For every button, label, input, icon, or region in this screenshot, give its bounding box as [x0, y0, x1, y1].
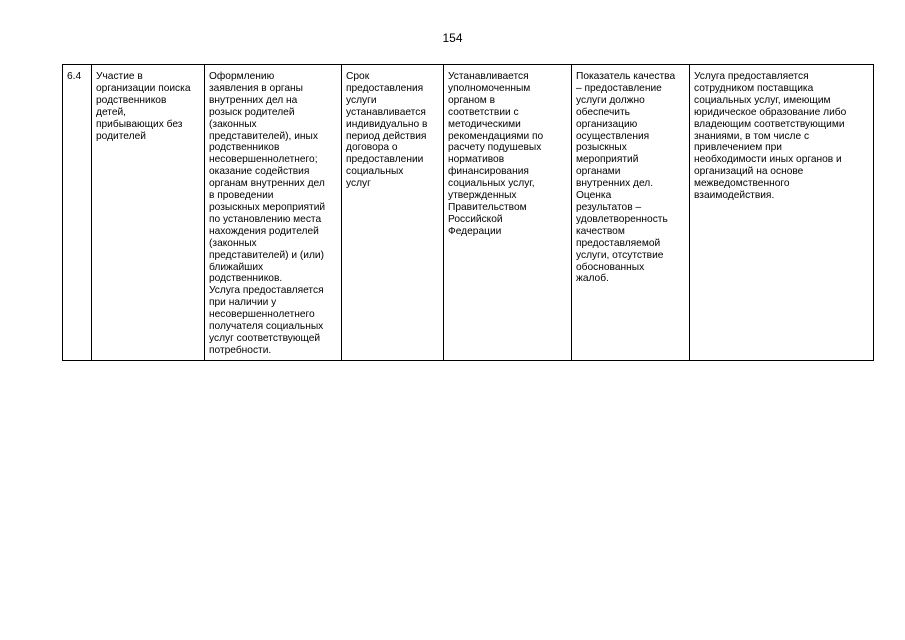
page-number: 154 [442, 31, 463, 45]
cell-text-line: обеспечить [576, 106, 630, 118]
cell-text-line: Оценка [576, 190, 612, 202]
cell-text-line: социальных [346, 166, 404, 178]
cell-text-line: оказание содействия [209, 166, 310, 178]
cell-text-line: Федерации [448, 225, 502, 237]
cell-text-line: внутренних дел на [209, 94, 298, 106]
cell-text-line: Устанавливается [448, 71, 529, 82]
cell-text-line: представителей) и (или) [209, 249, 325, 261]
cell-text-line: ближайших [209, 261, 264, 273]
cell-service-norm [444, 65, 572, 361]
cell-text-line: нахождения родителей [209, 225, 319, 237]
cell-text-line: нормативов [448, 154, 505, 166]
cell-text-line: договора о [346, 142, 398, 154]
cell-text-line: организации поиска [96, 82, 191, 94]
cell-text-line: жалоб. [576, 273, 609, 285]
cell-text-line: качеством [576, 225, 625, 237]
cell-text-line: родителей [96, 130, 146, 142]
cell-text-line: предоставляемой [576, 237, 661, 249]
cell-text-line: Срок [346, 71, 370, 82]
cell-service-conditions [690, 65, 874, 361]
cell-text-line: органам внутренних дел [209, 178, 325, 190]
cell-text-line: потребности. [209, 344, 272, 356]
services-table [62, 64, 874, 361]
cell-number [63, 65, 92, 361]
cell-text-line: услуги [346, 94, 377, 106]
cell-text-line: услуги, отсутствие [576, 249, 664, 261]
cell-text-line: розыск родителей [209, 106, 295, 118]
cell-text-line: детей, [96, 106, 127, 118]
cell-text-line: Российской [448, 213, 503, 225]
cell-text-line: организаций на основе [694, 166, 804, 178]
cell-text-line: соответствии с [448, 106, 519, 118]
cell-text-line: результатов – [576, 201, 642, 213]
cell-text-line: услуг [346, 178, 371, 190]
cell-text-line: несовершеннолетнего; [209, 154, 318, 166]
cell-text-line: Правительством [448, 201, 527, 213]
cell-text-line: взаимодействия. [694, 190, 775, 202]
cell-text-line: получателя социальных [209, 321, 324, 333]
cell-text-line: расчету подушевых [448, 142, 542, 154]
cell-text-line: Оформлению [209, 71, 275, 82]
cell-text-line: (законных [209, 118, 257, 130]
cell-service-name [92, 65, 205, 361]
cell-text-line: розыскных мероприятий [209, 201, 326, 213]
cell-text-line: органами [576, 166, 621, 178]
cell-text-line: Показатель качества [576, 71, 676, 82]
cell-text-line: розыскных [576, 142, 627, 154]
cell-text-line: осуществления [576, 130, 650, 142]
cell-text-line: предоставления [346, 82, 424, 94]
cell-quality-indicator [572, 65, 690, 361]
cell-text-line: по установлению места [209, 213, 322, 225]
cell-text-line: обоснованных [576, 261, 645, 273]
cell-text-line: организацию [576, 118, 638, 130]
cell-text-line: утвержденных [448, 190, 517, 202]
cell-text-line: Участие в [96, 71, 143, 82]
cell-text-line: юридическое образование либо [694, 106, 847, 118]
cell-text-line: органом в [448, 94, 496, 106]
cell-text-line: финансирования [448, 166, 529, 178]
cell-text-line: рекомендациями по [448, 130, 544, 142]
cell-text-line: социальных услуг, [448, 178, 535, 190]
cell-text-line: прибывающих без [96, 118, 183, 130]
cell-text-line: знаниями, в том числе с [694, 130, 810, 142]
cell-text-line: родственников [209, 142, 280, 154]
cell-text-line: внутренних дел. [576, 178, 654, 190]
cell-text-line: при наличии у [209, 297, 277, 309]
cell-text-line: – предоставление [576, 82, 662, 94]
table-row [63, 65, 874, 361]
cell-text-line: мероприятий [576, 154, 639, 166]
cell-text-line: владеющим соответствующими [694, 118, 845, 130]
cell-text-line: социальных услуг, имеющим [694, 94, 831, 106]
cell-text-line: Услуга предоставляется [694, 71, 809, 82]
cell-text-line: сотрудником поставщика [694, 82, 814, 94]
cell-text-line: заявления в органы [209, 82, 303, 94]
cell-text-line: межведомственного [694, 178, 790, 190]
cell-text-line: услуги должно [576, 94, 645, 106]
cell-text-line: услуг соответствующей [209, 332, 321, 344]
cell-text-line: несовершеннолетнего [209, 309, 315, 321]
cell-text-line: 6.4 [67, 71, 82, 82]
cell-text-line: методическими [448, 118, 521, 130]
cell-text-line: период действия [346, 130, 427, 142]
cell-text-line: в проведении [209, 190, 274, 202]
cell-text-line: устанавливается [346, 106, 426, 118]
cell-text-line: удовлетворенность [576, 213, 668, 225]
cell-service-term [342, 65, 444, 361]
cell-text-line: родственников. [209, 273, 283, 285]
cell-text-line: индивидуально в [346, 118, 428, 130]
cell-text-line: (законных [209, 237, 257, 249]
cell-text-line: представителей), иных [209, 130, 318, 142]
cell-service-description [205, 65, 342, 361]
cell-text-line: привлечением при [694, 142, 782, 154]
cell-text-line: Услуга предоставляется [209, 285, 324, 297]
cell-text-line: необходимости иных органов и [694, 154, 842, 166]
cell-text-line: родственников [96, 94, 167, 106]
cell-text-line: предоставлении [346, 154, 424, 166]
cell-text-line: уполномоченным [448, 82, 531, 94]
